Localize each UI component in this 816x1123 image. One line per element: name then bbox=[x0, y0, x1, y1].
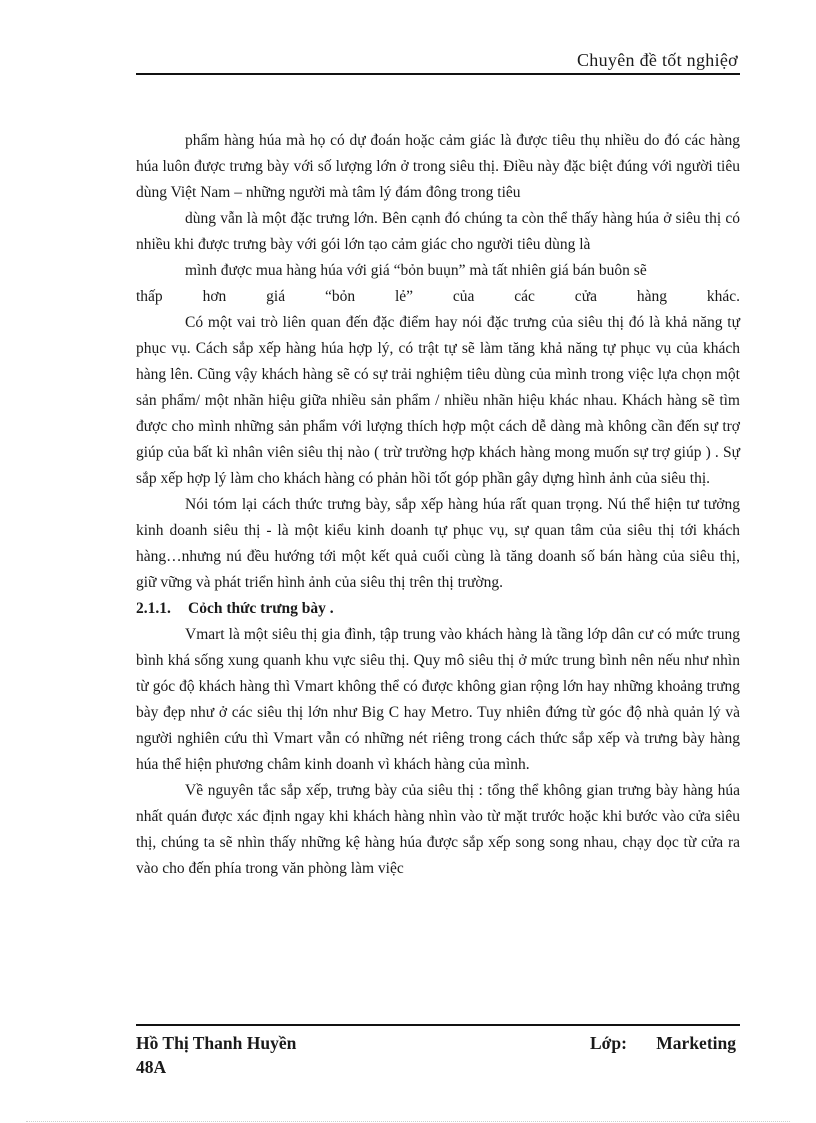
page-bottom-border bbox=[26, 1121, 790, 1122]
section-number: 2.1.1. bbox=[136, 600, 171, 617]
paragraph-5: Có một vai trò liên quan đến đặc điểm hay nói đặc trưng của siêu thị đó là khả năng tự phục vụ. Cách sắp xếp hàng húa hợp lý, có trật tự sẽ làm tăng khả năng tự phục vụ của khách hàng lên. Cũng vậy khách hàng sẽ có sự trải nghiệm tiêu dùng của mình trong việc lựa chọn một sản phẩm/ một nhãn hiệu giữa nhiều sản phẩm / nhiều nhãn hiệu khác nhau. Khách hàng sẽ tìm được cho mình những sản phẩm với lượng thích hợp một cách dễ dàng mà không cần đến sự trợ giúp của bất kì nhân viên siêu thị nào ( trừ trường hợp khách hàng mong muốn sự trợ giúp ) . Sự sắp xếp hợp lý làm cho khách hàng có phản hồi tốt góp phần gây dựng hình ảnh của siêu thị. bbox=[136, 314, 740, 487]
footer-class bbox=[590, 1031, 736, 1055]
footer-divider bbox=[136, 1024, 740, 1026]
footer-class-code: 48A bbox=[136, 1057, 167, 1077]
document-body bbox=[136, 128, 740, 882]
footer-author: Hồ Thị Thanh Huyền bbox=[136, 1033, 297, 1053]
paragraph-8: Về nguyên tắc sắp xếp, trưng bày của siêu thị : tổng thể không gian trưng bày hàng húa nhất quán được xác định ngay khi khách hàng nhìn vào từ mặt trước hoặc khi bước vào cửa siêu thị, chúng ta sẽ nhìn thấy những kệ hàng húa được sắp xếp song song nhau, chạy dọc từ cửa ra vào cho đến phía trong văn phòng làm việc bbox=[136, 782, 740, 877]
section-heading bbox=[136, 596, 740, 622]
paragraph-3: mình được mua hàng húa với giá “bỏn buụn” mà tất nhiên giá bán buôn sẽ bbox=[185, 262, 647, 279]
paragraph-6: Nói tóm lại cách thức trưng bày, sắp xếp hàng húa rất quan trọng. Nú thể hiện tư tưởng kinh doanh siêu thị - là một kiểu kinh doanh tự phục vụ, sự quan tâm của siêu thị tới khách hàng…nhưng nú đều hướng tới một kết quả cuối cùng là tăng doanh số bán hàng của siêu thị, giữ vững và phát triển hình ảnh của siêu thị trên thị trường. bbox=[136, 496, 740, 591]
header-title: Chuyên đề tốt nghiệơ bbox=[577, 50, 738, 70]
footer-class-label: Lớp: bbox=[590, 1033, 627, 1053]
paragraph-4: thấp hơn giá “bỏn lẻ” của các cửa hàng khác. bbox=[136, 288, 740, 305]
paragraph-2: dùng vẫn là một đặc trưng lớn. Bên cạnh đó chúng ta còn thể thấy hàng húa ở siêu thị có nhiều khi được trưng bày với gói lớn tạo cảm giác cho người tiêu dùng là bbox=[136, 210, 740, 253]
section-title: Cỏch thức trưng bày . bbox=[188, 600, 334, 617]
header-divider bbox=[136, 73, 740, 75]
footer-class-value: Marketing bbox=[656, 1033, 736, 1053]
footer-author-block bbox=[136, 1031, 296, 1079]
paragraph-1: phẩm hàng húa mà họ có dự đoán hoặc cảm giác là được tiêu thụ nhiều do đó các hàng húa luôn được trưng bày với số lượng lớn ở trong siêu thị. Điều này đặc biệt đúng với người tiêu dùng Việt Nam – những người mà tâm lý đám đông trong tiêu bbox=[136, 132, 740, 201]
paragraph-7: Vmart là một siêu thị gia đình, tập trung vào khách hàng là tầng lớp dân cư có mức trung bình khá sống xung quanh khu vực siêu thị. Quy mô siêu thị ở mức trung bình nên nếu như nhìn từ góc độ khách hàng thì Vmart không thể có được không gian rộng lớn hay những khoảng trưng bày đẹp như ở các siêu thị lớn như Big C hay Metro. Tuy nhiên đứng từ góc độ nhà quản lý và người nghiên cứu thì Vmart vẫn có những nét riêng trong cách thức sắp xếp và trưng bày hàng húa thể hiện phương châm kinh doanh vì khách hàng của mình. bbox=[136, 626, 740, 773]
